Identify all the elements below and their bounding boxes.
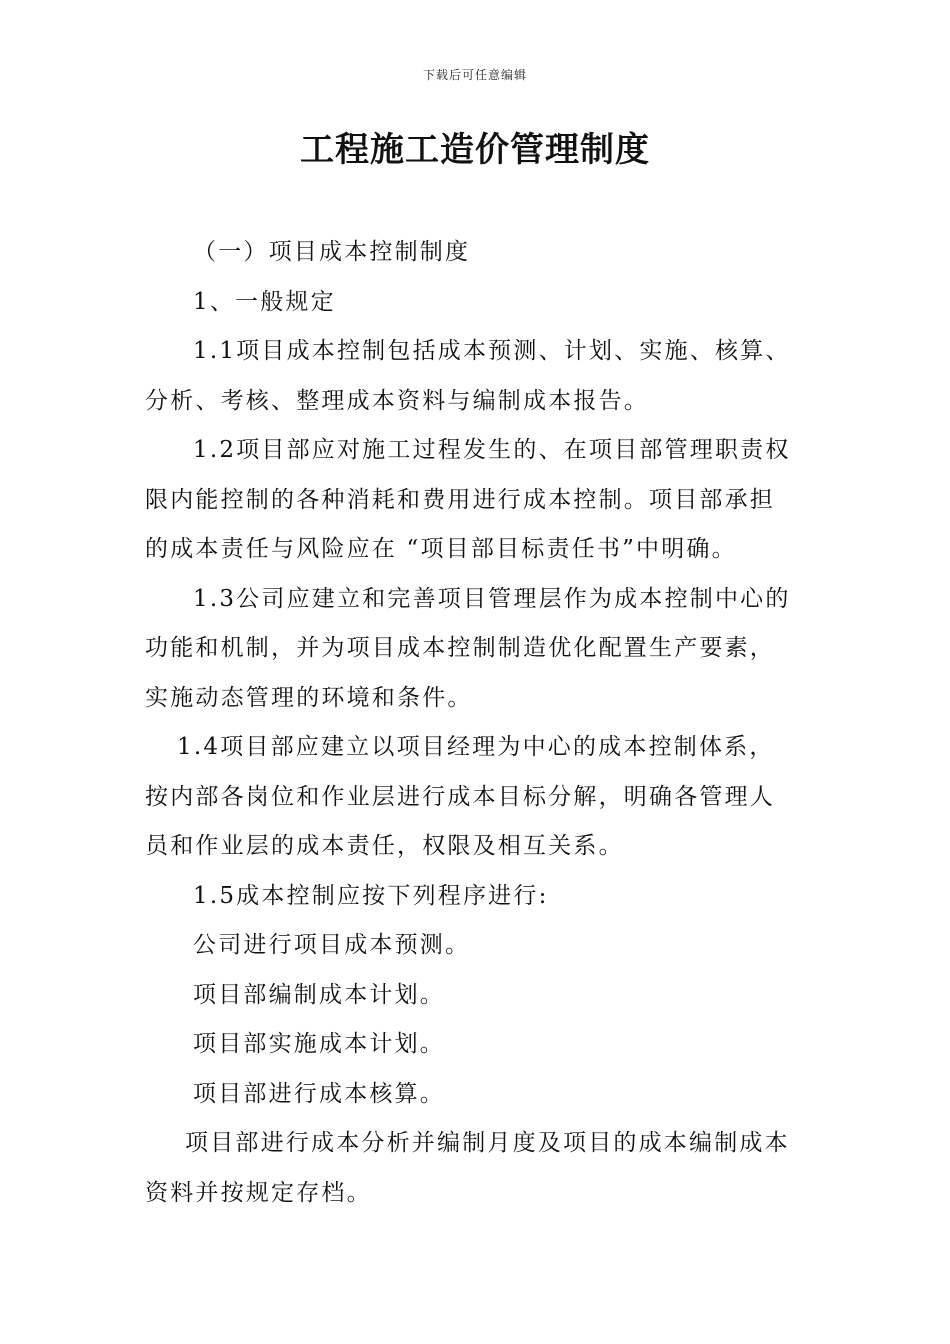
paragraph-line: 实施动态管理的环境和条件。: [145, 684, 473, 711]
paragraph-line: 资料并按规定存档。: [145, 1179, 372, 1206]
paragraph-line: 限内能控制的各种消耗和费用进行成本控制。项目部承担: [145, 486, 775, 513]
paragraph-line: 按内部各岗位和作业层进行成本目标分解，明确各管理人: [145, 783, 775, 810]
paragraph-line: 分析、考核、整理成本资料与编制成本报告。: [145, 387, 649, 414]
list-item: 项目部编制成本计划。: [193, 981, 445, 1008]
paragraph-line: 1.2项目部应对施工过程发生的、在项目部管理职责权: [193, 437, 791, 463]
document-title: 工程施工造价管理制度: [300, 130, 650, 170]
subsection-heading: 1、一般规定: [193, 288, 336, 315]
list-item: 项目部进行成本核算。: [193, 1080, 445, 1107]
section-heading: （一）项目成本控制制度: [193, 239, 471, 265]
paragraph-line: 1.3公司应建立和完善项目管理层作为成本控制中心的: [193, 585, 791, 612]
paragraph-line: 1.5成本控制应按下列程序进行:: [193, 882, 549, 909]
paragraph-line: 1.1项目成本控制包括成本预测、计划、实施、核算、: [193, 338, 791, 364]
paragraph-line: 的成本责任与风险应在 “项目部目标责任书”中明确。: [145, 536, 737, 562]
paragraph-line: 员和作业层的成本责任，权限及相互关系。: [145, 833, 624, 859]
document-body: [145, 228, 815, 1218]
list-item: 项目部实施成本计划。: [193, 1031, 445, 1057]
list-item: 公司进行项目成本预测。: [193, 932, 471, 958]
paragraph-line: 项目部进行成本分析并编制月度及项目的成本编制成本: [185, 1130, 790, 1156]
header-note: 下载后可任意编辑: [422, 68, 527, 82]
paragraph-line: 功能和机制，并为项目成本控制制造优化配置生产要素，: [145, 635, 775, 661]
paragraph-line: 1.4项目部应建立以项目经理为中心的成本控制体系，: [177, 734, 775, 760]
